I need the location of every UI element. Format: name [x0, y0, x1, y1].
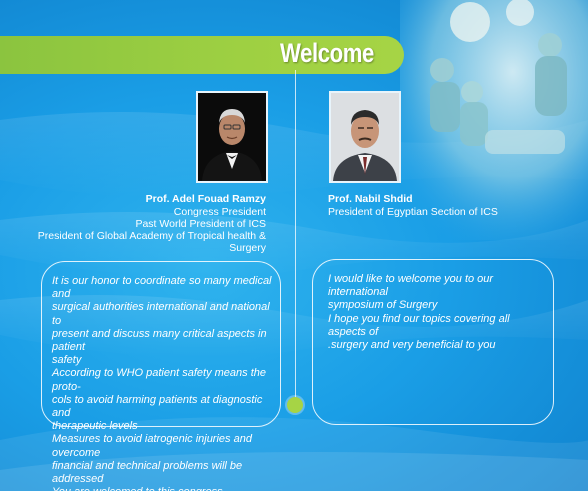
left-person-name: Prof. Adel Fouad Ramzy: [145, 193, 266, 205]
left-message-line: You are welcomed to this congress: [52, 486, 223, 499]
left-message-line: surgical authorities international and national to: [52, 301, 270, 327]
left-message-line: financial and technical problems will be addressed: [52, 459, 243, 486]
right-person-name: Prof. Nabil Shdid: [328, 193, 413, 205]
left-person-title-2: Past World President of ICS: [135, 218, 266, 230]
portrait-right-person: [329, 91, 401, 183]
left-message-line: therapeutic levels: [52, 420, 138, 433]
right-person-title-1: President of Egyptian Section of ICS: [328, 206, 498, 218]
left-message: [52, 275, 278, 499]
page-title: Welcome: [280, 38, 374, 68]
left-message-line: cols to avoid harming patients at diagnostic and: [52, 393, 263, 420]
left-message-line: Measures to avoid iatrogenic injuries and overcome: [52, 433, 252, 459]
portrait-left-person: [196, 91, 268, 183]
center-divider: [295, 70, 296, 400]
right-message-line: I hope you find our topics covering all aspects of: [328, 312, 510, 338]
left-message-line: present and discuss many critical aspects in patient: [52, 327, 267, 354]
right-message-line: .surgery and very beneficial to you: [328, 339, 496, 352]
divider-dot: [287, 397, 303, 413]
right-message: [328, 273, 550, 352]
left-person-title-1: Congress President: [173, 206, 266, 218]
left-message-line: safety: [52, 354, 82, 367]
right-message-line: symposium of Surgery: [328, 299, 438, 312]
left-message-line: It is our honor to coordinate so many medical and: [52, 275, 272, 301]
left-person-title-3: President of Global Academy of Tropical health & Surgery: [37, 230, 266, 254]
left-message-line: According to WHO patient safety means the proto-: [52, 367, 266, 393]
right-message-line: I would like to welcome you to our international: [328, 273, 494, 299]
surgery-team-photo: [400, 0, 588, 240]
